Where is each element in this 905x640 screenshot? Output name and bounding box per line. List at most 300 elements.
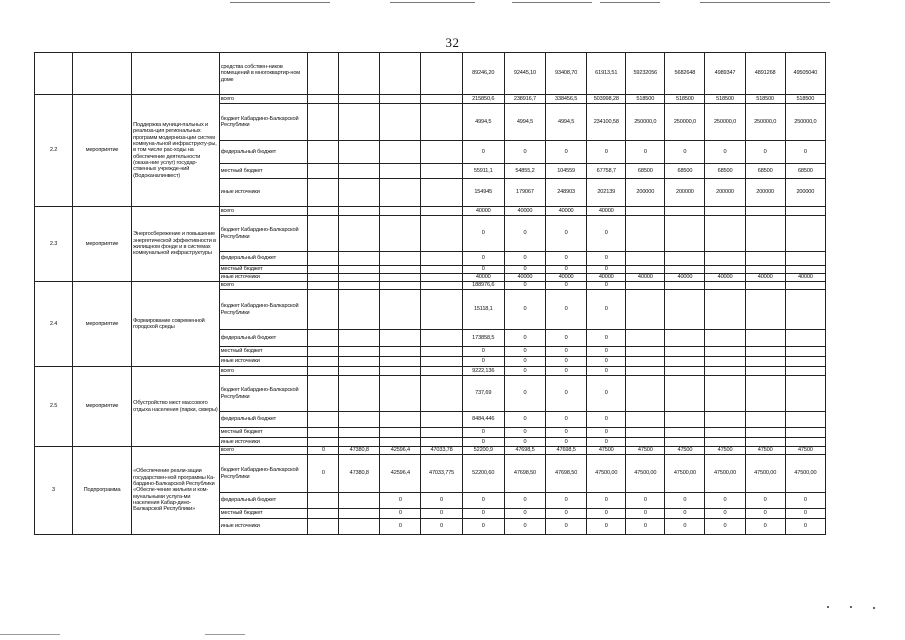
amount-cell bbox=[785, 438, 825, 447]
amount-cell: 0 bbox=[785, 141, 825, 164]
amount-cell: 0 bbox=[504, 330, 545, 347]
amount-cell bbox=[705, 290, 745, 330]
table-row bbox=[35, 53, 826, 95]
amount-cell: 40000 bbox=[546, 274, 587, 282]
amount-cell bbox=[785, 282, 825, 290]
amount-cell bbox=[421, 104, 462, 141]
amount-cell: 200000 bbox=[665, 179, 705, 207]
amount-cell: 0 bbox=[462, 141, 504, 164]
amount-cell bbox=[421, 53, 462, 95]
scan-dot bbox=[827, 606, 829, 608]
amount-cell: 200000 bbox=[626, 179, 665, 207]
item-name: Обустройство мест массового отдыха населения (парки, скверы) bbox=[132, 367, 220, 447]
amount-cell bbox=[705, 216, 745, 252]
amount-cell bbox=[665, 216, 705, 252]
amount-cell: 9222,136 bbox=[462, 367, 504, 376]
amount-cell: 0 bbox=[587, 290, 626, 330]
amount-cell bbox=[421, 438, 462, 447]
amount-cell bbox=[626, 357, 665, 367]
amount-cell: 200000 bbox=[745, 179, 785, 207]
amount-cell bbox=[380, 357, 421, 367]
amount-cell: 47500,00 bbox=[665, 455, 705, 493]
amount-cell: 47500,00 bbox=[587, 455, 626, 493]
funding-source: бюджет Кабардино-Балкарской Республики bbox=[219, 104, 308, 141]
funding-source: бюджет Кабардино-Балкарской Республики bbox=[219, 455, 308, 493]
amount-cell: 0 bbox=[665, 509, 705, 519]
amount-cell bbox=[308, 53, 339, 95]
amount-cell bbox=[745, 266, 785, 274]
amount-cell bbox=[308, 509, 339, 519]
amount-cell: 0 bbox=[546, 493, 587, 509]
amount-cell: 47500 bbox=[665, 447, 705, 455]
top-rule bbox=[600, 2, 660, 3]
amount-cell: 0 bbox=[308, 447, 339, 455]
funding-source: всего bbox=[219, 367, 308, 376]
amount-cell bbox=[785, 216, 825, 252]
amount-cell bbox=[626, 252, 665, 266]
amount-cell bbox=[626, 290, 665, 330]
amount-cell: 0 bbox=[626, 509, 665, 519]
item-name: Формирование современной городской среды bbox=[132, 282, 220, 367]
item-name: Энергосбережение и повышение энергетической эффективности в жилищном фонде и в системах коммунальной инфраструктуры bbox=[132, 207, 220, 282]
amount-cell bbox=[745, 252, 785, 266]
amount-cell: 47500,00 bbox=[705, 455, 745, 493]
top-rule bbox=[230, 2, 330, 3]
amount-cell: 0 bbox=[504, 266, 545, 274]
amount-cell bbox=[339, 330, 380, 347]
amount-cell: 0 bbox=[587, 519, 626, 535]
amount-cell: 0 bbox=[705, 509, 745, 519]
amount-cell: 0 bbox=[380, 519, 421, 535]
amount-cell: 40000 bbox=[546, 207, 587, 216]
amount-cell: 0 bbox=[504, 252, 545, 266]
amount-cell bbox=[421, 412, 462, 428]
funding-source: иные источники bbox=[219, 357, 308, 367]
amount-cell: 47033,775 bbox=[421, 455, 462, 493]
item-type: Подпрограмма bbox=[73, 447, 132, 535]
amount-cell: 0 bbox=[546, 266, 587, 274]
amount-cell: 0 bbox=[587, 428, 626, 438]
amount-cell: 0 bbox=[546, 330, 587, 347]
amount-cell: 0 bbox=[587, 493, 626, 509]
amount-cell bbox=[785, 412, 825, 428]
amount-cell: 0 bbox=[546, 428, 587, 438]
amount-cell bbox=[785, 376, 825, 412]
amount-cell bbox=[705, 357, 745, 367]
amount-cell: 0 bbox=[462, 493, 504, 509]
amount-cell: 0 bbox=[462, 216, 504, 252]
amount-cell: 0 bbox=[587, 282, 626, 290]
funding-source: федеральный бюджет bbox=[219, 330, 308, 347]
amount-cell: 0 bbox=[587, 438, 626, 447]
amount-cell: 0 bbox=[626, 493, 665, 509]
amount-cell bbox=[705, 347, 745, 357]
amount-cell bbox=[380, 104, 421, 141]
amount-cell: 0 bbox=[504, 519, 545, 535]
amount-cell bbox=[308, 519, 339, 535]
amount-cell: 68500 bbox=[785, 164, 825, 179]
amount-cell bbox=[626, 428, 665, 438]
amount-cell bbox=[421, 266, 462, 274]
scan-mark bbox=[0, 634, 60, 635]
amount-cell bbox=[705, 207, 745, 216]
amount-cell bbox=[785, 347, 825, 357]
amount-cell bbox=[421, 216, 462, 252]
amount-cell bbox=[745, 428, 785, 438]
item-number: 3 bbox=[35, 447, 73, 535]
table-row bbox=[35, 95, 826, 104]
amount-cell bbox=[380, 164, 421, 179]
amount-cell bbox=[665, 428, 705, 438]
amount-cell: 47033,78 bbox=[421, 447, 462, 455]
amount-cell: 518500 bbox=[705, 95, 745, 104]
amount-cell: 0 bbox=[308, 455, 339, 493]
amount-cell: 40000 bbox=[587, 207, 626, 216]
amount-cell bbox=[705, 252, 745, 266]
amount-cell: 47500 bbox=[587, 447, 626, 455]
funding-source: всего bbox=[219, 282, 308, 290]
amount-cell: 173858,5 bbox=[462, 330, 504, 347]
amount-cell bbox=[626, 347, 665, 357]
item-type: мероприятие bbox=[73, 367, 132, 447]
amount-cell bbox=[308, 357, 339, 367]
funding-source: иные источники bbox=[219, 179, 308, 207]
item-number bbox=[35, 53, 73, 95]
amount-cell bbox=[339, 216, 380, 252]
funding-source: федеральный бюджет bbox=[219, 493, 308, 509]
amount-cell: 0 bbox=[546, 519, 587, 535]
amount-cell bbox=[745, 347, 785, 357]
amount-cell: 0 bbox=[504, 493, 545, 509]
scan-dot bbox=[873, 607, 875, 609]
amount-cell: 250000,0 bbox=[705, 104, 745, 141]
amount-cell bbox=[665, 412, 705, 428]
amount-cell: 0 bbox=[745, 493, 785, 509]
amount-cell: 49505040 bbox=[785, 53, 825, 95]
amount-cell: 0 bbox=[421, 493, 462, 509]
amount-cell bbox=[380, 290, 421, 330]
funding-source: федеральный бюджет bbox=[219, 141, 308, 164]
amount-cell: 89246,20 bbox=[462, 53, 504, 95]
funding-source: всего bbox=[219, 447, 308, 455]
amount-cell: 0 bbox=[504, 376, 545, 412]
amount-cell: 0 bbox=[785, 493, 825, 509]
item-name: Поддержка муници-пальных и реализа-ция региональных программ модерниза-ции систем коммуна-льной инфраструкту-ры, в том числе рас-ходы на обеспечение деятельности (оказа-ние услуг) государ-ственных учрежде-ний (Водоканалинвест) bbox=[132, 95, 220, 207]
item-number: 2.3 bbox=[35, 207, 73, 282]
amount-cell: 4891268 bbox=[745, 53, 785, 95]
funding-source: федеральный бюджет bbox=[219, 252, 308, 266]
amount-cell bbox=[421, 428, 462, 438]
amount-cell: 250000,0 bbox=[745, 104, 785, 141]
amount-cell: 47698,50 bbox=[546, 455, 587, 493]
amount-cell bbox=[745, 216, 785, 252]
amount-cell bbox=[339, 53, 380, 95]
amount-cell bbox=[308, 428, 339, 438]
table-row bbox=[35, 282, 826, 290]
budget-table bbox=[34, 52, 826, 535]
amount-cell: 0 bbox=[546, 290, 587, 330]
amount-cell: 503998,28 bbox=[587, 95, 626, 104]
amount-cell: 0 bbox=[546, 509, 587, 519]
amount-cell: 47500 bbox=[626, 447, 665, 455]
amount-cell: 0 bbox=[504, 428, 545, 438]
amount-cell bbox=[785, 367, 825, 376]
amount-cell bbox=[308, 367, 339, 376]
amount-cell bbox=[380, 141, 421, 164]
amount-cell bbox=[339, 438, 380, 447]
amount-cell bbox=[339, 412, 380, 428]
amount-cell: 248903 bbox=[546, 179, 587, 207]
amount-cell bbox=[380, 330, 421, 347]
amount-cell: 0 bbox=[504, 357, 545, 367]
amount-cell bbox=[339, 274, 380, 282]
amount-cell bbox=[421, 376, 462, 412]
amount-cell bbox=[308, 438, 339, 447]
amount-cell: 40000 bbox=[745, 274, 785, 282]
amount-cell bbox=[380, 179, 421, 207]
amount-cell bbox=[626, 412, 665, 428]
amount-cell bbox=[308, 95, 339, 104]
item-name bbox=[132, 53, 220, 95]
amount-cell: 40000 bbox=[587, 274, 626, 282]
amount-cell bbox=[665, 367, 705, 376]
amount-cell: 47500,00 bbox=[745, 455, 785, 493]
amount-cell bbox=[665, 347, 705, 357]
amount-cell bbox=[745, 282, 785, 290]
amount-cell: 0 bbox=[665, 493, 705, 509]
amount-cell: 0 bbox=[745, 519, 785, 535]
amount-cell: 0 bbox=[587, 412, 626, 428]
amount-cell bbox=[308, 347, 339, 357]
item-number: 2.5 bbox=[35, 367, 73, 447]
amount-cell bbox=[665, 376, 705, 412]
amount-cell bbox=[339, 428, 380, 438]
funding-source: иные источники bbox=[219, 519, 308, 535]
amount-cell bbox=[308, 252, 339, 266]
amount-cell bbox=[308, 330, 339, 347]
amount-cell: 0 bbox=[421, 519, 462, 535]
amount-cell bbox=[421, 290, 462, 330]
amount-cell bbox=[705, 282, 745, 290]
amount-cell bbox=[785, 252, 825, 266]
amount-cell bbox=[339, 252, 380, 266]
amount-cell: 40000 bbox=[462, 274, 504, 282]
amount-cell: 0 bbox=[462, 347, 504, 357]
amount-cell bbox=[785, 428, 825, 438]
amount-cell: 0 bbox=[546, 252, 587, 266]
amount-cell bbox=[380, 428, 421, 438]
amount-cell: 0 bbox=[504, 438, 545, 447]
amount-cell bbox=[308, 412, 339, 428]
amount-cell: 518500 bbox=[665, 95, 705, 104]
amount-cell: 0 bbox=[745, 509, 785, 519]
amount-cell: 47698,5 bbox=[546, 447, 587, 455]
item-number: 2.4 bbox=[35, 282, 73, 367]
item-type: мероприятие bbox=[73, 282, 132, 367]
amount-cell bbox=[785, 330, 825, 347]
amount-cell bbox=[665, 207, 705, 216]
amount-cell: 0 bbox=[785, 519, 825, 535]
amount-cell bbox=[665, 330, 705, 347]
amount-cell: 59232056 bbox=[626, 53, 665, 95]
funding-source: местный бюджет bbox=[219, 428, 308, 438]
amount-cell: 47698,50 bbox=[504, 455, 545, 493]
amount-cell: 40000 bbox=[462, 207, 504, 216]
amount-cell: 0 bbox=[504, 282, 545, 290]
amount-cell: 0 bbox=[504, 141, 545, 164]
funding-source: местный бюджет bbox=[219, 347, 308, 357]
amount-cell bbox=[421, 141, 462, 164]
amount-cell bbox=[339, 367, 380, 376]
amount-cell: 0 bbox=[587, 252, 626, 266]
amount-cell: 68500 bbox=[626, 164, 665, 179]
amount-cell bbox=[785, 357, 825, 367]
table-row bbox=[35, 367, 826, 376]
amount-cell: 250000,0 bbox=[626, 104, 665, 141]
amount-cell bbox=[380, 216, 421, 252]
funding-source: местный бюджет bbox=[219, 509, 308, 519]
amount-cell bbox=[665, 290, 705, 330]
amount-cell: 68500 bbox=[745, 164, 785, 179]
amount-cell bbox=[705, 266, 745, 274]
amount-cell bbox=[339, 164, 380, 179]
amount-cell: 0 bbox=[587, 330, 626, 347]
funding-source: средства собствен-ников помещений в многоквартир-ном доме bbox=[219, 53, 308, 95]
amount-cell: 4994,5 bbox=[462, 104, 504, 141]
amount-cell: 47500 bbox=[745, 447, 785, 455]
amount-cell bbox=[339, 104, 380, 141]
amount-cell: 0 bbox=[462, 519, 504, 535]
amount-cell bbox=[339, 519, 380, 535]
amount-cell bbox=[380, 266, 421, 274]
amount-cell bbox=[626, 207, 665, 216]
amount-cell bbox=[421, 367, 462, 376]
funding-source: иные источники bbox=[219, 438, 308, 447]
amount-cell: 0 bbox=[462, 266, 504, 274]
amount-cell: 4994,5 bbox=[546, 104, 587, 141]
amount-cell: 52200,9 bbox=[462, 447, 504, 455]
amount-cell bbox=[421, 95, 462, 104]
table-row bbox=[35, 447, 826, 455]
amount-cell: 47500 bbox=[705, 447, 745, 455]
amount-cell: 40000 bbox=[705, 274, 745, 282]
amount-cell: 0 bbox=[504, 509, 545, 519]
amount-cell bbox=[380, 282, 421, 290]
amount-cell: 202139 bbox=[587, 179, 626, 207]
amount-cell: 0 bbox=[504, 347, 545, 357]
amount-cell: 47380,8 bbox=[339, 447, 380, 455]
amount-cell: 15118,1 bbox=[462, 290, 504, 330]
amount-cell bbox=[308, 282, 339, 290]
amount-cell: 0 bbox=[587, 509, 626, 519]
amount-cell bbox=[705, 428, 745, 438]
amount-cell bbox=[308, 216, 339, 252]
amount-cell: 0 bbox=[546, 141, 587, 164]
amount-cell: 0 bbox=[546, 282, 587, 290]
amount-cell bbox=[705, 367, 745, 376]
amount-cell bbox=[626, 282, 665, 290]
item-number: 2.2 bbox=[35, 95, 73, 207]
amount-cell: 47500 bbox=[785, 447, 825, 455]
amount-cell bbox=[380, 274, 421, 282]
amount-cell: 250000,0 bbox=[785, 104, 825, 141]
amount-cell: 737,69 bbox=[462, 376, 504, 412]
amount-cell bbox=[380, 347, 421, 357]
amount-cell bbox=[380, 53, 421, 95]
amount-cell: 200000 bbox=[705, 179, 745, 207]
amount-cell: 0 bbox=[785, 509, 825, 519]
amount-cell bbox=[380, 95, 421, 104]
funding-source: всего bbox=[219, 207, 308, 216]
page-number: 32 bbox=[445, 35, 460, 50]
amount-cell bbox=[308, 493, 339, 509]
amount-cell: 0 bbox=[462, 428, 504, 438]
amount-cell bbox=[626, 266, 665, 274]
amount-cell bbox=[308, 274, 339, 282]
amount-cell: 0 bbox=[380, 493, 421, 509]
item-type bbox=[73, 53, 132, 95]
amount-cell bbox=[665, 282, 705, 290]
amount-cell: 0 bbox=[504, 367, 545, 376]
funding-source: бюджет Кабардино-Балкарской Республики bbox=[219, 216, 308, 252]
amount-cell: 338456,5 bbox=[546, 95, 587, 104]
amount-cell bbox=[665, 266, 705, 274]
amount-cell bbox=[626, 216, 665, 252]
amount-cell: 0 bbox=[462, 438, 504, 447]
amount-cell bbox=[626, 367, 665, 376]
amount-cell: 0 bbox=[587, 347, 626, 357]
amount-cell: 188976,6 bbox=[462, 282, 504, 290]
funding-source: федеральный бюджет bbox=[219, 412, 308, 428]
amount-cell bbox=[421, 164, 462, 179]
amount-cell bbox=[339, 493, 380, 509]
amount-cell: 0 bbox=[504, 412, 545, 428]
amount-cell: 68500 bbox=[665, 164, 705, 179]
amount-cell: 5682648 bbox=[665, 53, 705, 95]
amount-cell: 104559 bbox=[546, 164, 587, 179]
amount-cell bbox=[339, 376, 380, 412]
amount-cell: 0 bbox=[587, 216, 626, 252]
amount-cell: 4994,5 bbox=[504, 104, 545, 141]
amount-cell: 0 bbox=[745, 141, 785, 164]
amount-cell: 215850,6 bbox=[462, 95, 504, 104]
amount-cell: 0 bbox=[546, 216, 587, 252]
amount-cell bbox=[421, 330, 462, 347]
amount-cell: 40000 bbox=[626, 274, 665, 282]
amount-cell: 0 bbox=[421, 509, 462, 519]
item-name: «Обеспечение реали-зации государствен-ной программы Ка-бардино-Балкарской Республики «Обеспе-чение жильем и ком-мунальными услуга-ми населения Кабар-дино-Балкарской Республики» bbox=[132, 447, 220, 535]
amount-cell: 200000 bbox=[785, 179, 825, 207]
amount-cell: 0 bbox=[587, 367, 626, 376]
amount-cell bbox=[665, 252, 705, 266]
amount-cell bbox=[308, 164, 339, 179]
funding-source: бюджет Кабардино-Балкарской Республики bbox=[219, 290, 308, 330]
amount-cell: 0 bbox=[705, 519, 745, 535]
amount-cell: 55911,1 bbox=[462, 164, 504, 179]
amount-cell bbox=[339, 357, 380, 367]
amount-cell: 0 bbox=[587, 141, 626, 164]
amount-cell: 42596,4 bbox=[380, 455, 421, 493]
item-type: мероприятие bbox=[73, 207, 132, 282]
amount-cell: 0 bbox=[462, 509, 504, 519]
amount-cell: 238916,7 bbox=[504, 95, 545, 104]
amount-cell bbox=[308, 104, 339, 141]
amount-cell bbox=[745, 207, 785, 216]
amount-cell: 0 bbox=[665, 141, 705, 164]
amount-cell: 47500,00 bbox=[626, 455, 665, 493]
amount-cell bbox=[421, 274, 462, 282]
amount-cell bbox=[339, 282, 380, 290]
